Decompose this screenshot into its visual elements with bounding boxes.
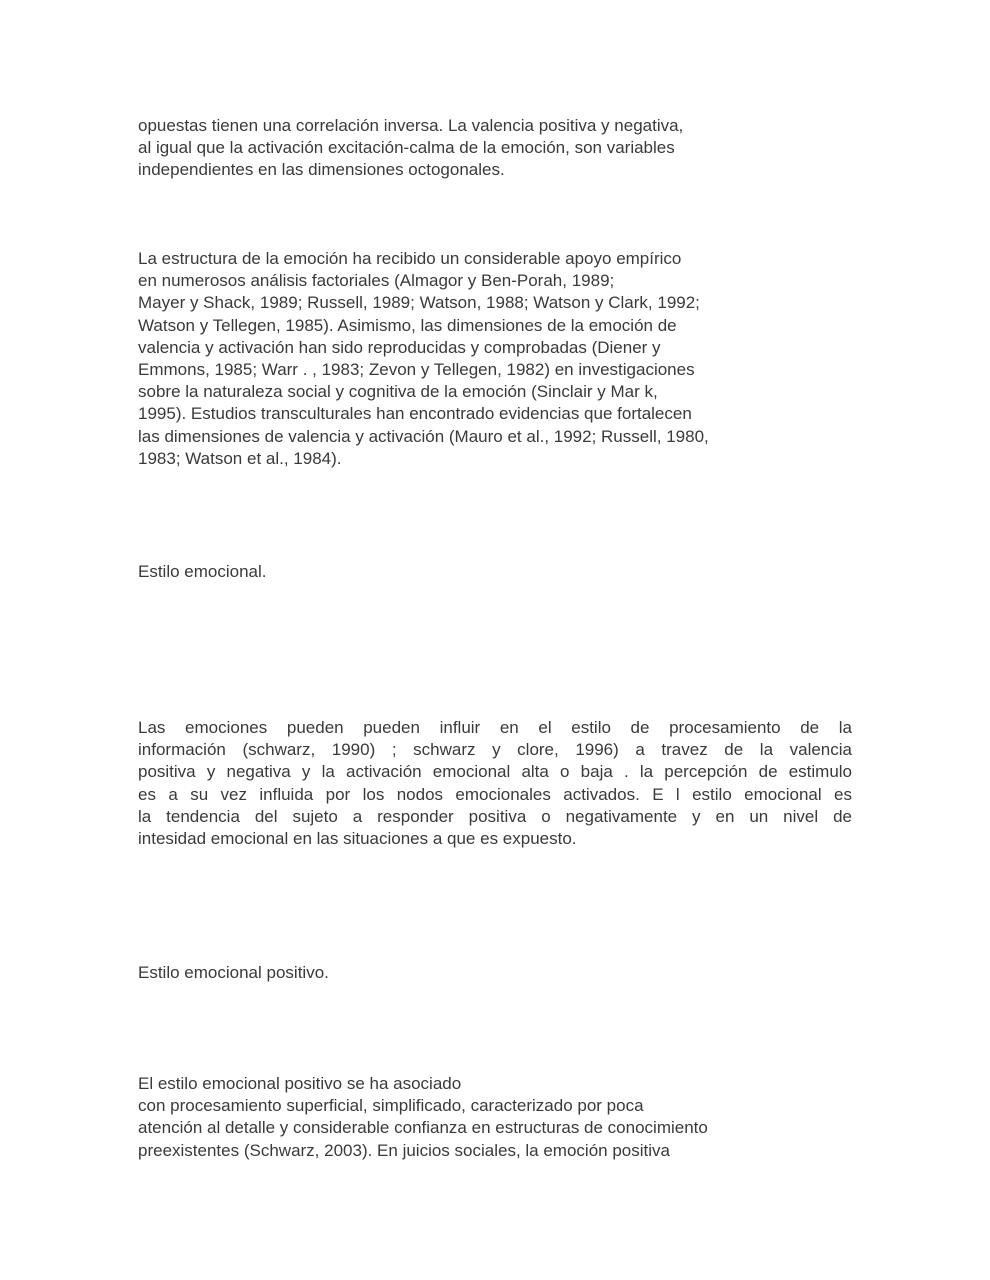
text-line: en numerosos análisis factoriales (Almagor y Ben-Porah, 1989; (138, 271, 615, 291)
text-line: intesidad emocional en las situaciones a que es expuesto. (138, 829, 577, 849)
text-line: positiva y negativa y la activación emocional alta o baja . la percepción de estimulo (138, 762, 852, 782)
heading-text: Estilo emocional positivo. (138, 963, 329, 982)
text-line: preexistentes (Schwarz, 2003). En juicios sociales, la emoción positiva (138, 1140, 670, 1160)
section-heading-estilo-emocional (138, 561, 267, 583)
text-line: Emmons, 1985; Warr . , 1983; Zevon y Tellegen, 1982) en investigaciones (138, 360, 695, 380)
text-line: con procesamiento superficial, simplificado, caracterizado por poca (138, 1096, 644, 1116)
text-line: El estilo emocional positivo se ha asociado (138, 1074, 462, 1093)
text-line: información (schwarz, 1990) ; schwarz y clore, 1996) a travez de la valencia (138, 740, 852, 760)
text-line: 1983; Watson et al., 1984). (138, 448, 342, 468)
text-line: independientes en las dimensiones octogonales. (138, 160, 505, 180)
section-heading-estilo-emocional-positivo (138, 962, 329, 984)
text-line: La estructura de la emoción ha recibido un considerable apoyo empírico (138, 249, 682, 268)
paragraph-positive-style (138, 1073, 708, 1162)
text-line: valencia y activación han sido reproducidas y comprobadas (Diener y (138, 337, 661, 357)
text-line: sobre la naturaleza social y cognitiva de la emoción (Sinclair y Mar k, (138, 382, 658, 402)
paragraph-empirical-support (138, 248, 709, 470)
text-line: la tendencia del sujeto a responder positiva o negativamente y en un nivel de (138, 806, 852, 826)
text-line: las dimensiones de valencia y activación (Mauro et al., 1992; Russell, 1980, (138, 426, 709, 446)
text-line: Watson y Tellegen, 1985). Asimismo, las dimensiones de la emoción de (138, 315, 677, 335)
paragraph-dimensions (138, 115, 683, 182)
text-line: es a su vez influida por los nodos emocionales activados. E l estilo emocional es (138, 784, 852, 804)
text-line: atención al detalle y considerable confianza en estructuras de conocimiento (138, 1118, 708, 1138)
heading-text: Estilo emocional. (138, 562, 267, 581)
paragraph-emotional-style (138, 717, 852, 850)
text-line: 1995). Estudios transculturales han encontrado evidencias que fortalecen (138, 404, 692, 424)
text-line: Mayer y Shack, 1989; Russell, 1989; Watson, 1988; Watson y Clark, 1992; (138, 293, 700, 313)
text-line: al igual que la activación excitación-calma de la emoción, son variables (138, 138, 675, 158)
text-line: opuestas tienen una correlación inversa. La valencia positiva y negativa, (138, 116, 684, 135)
text-line: Las emociones pueden pueden influir en el estilo de procesamiento de la (138, 718, 852, 737)
